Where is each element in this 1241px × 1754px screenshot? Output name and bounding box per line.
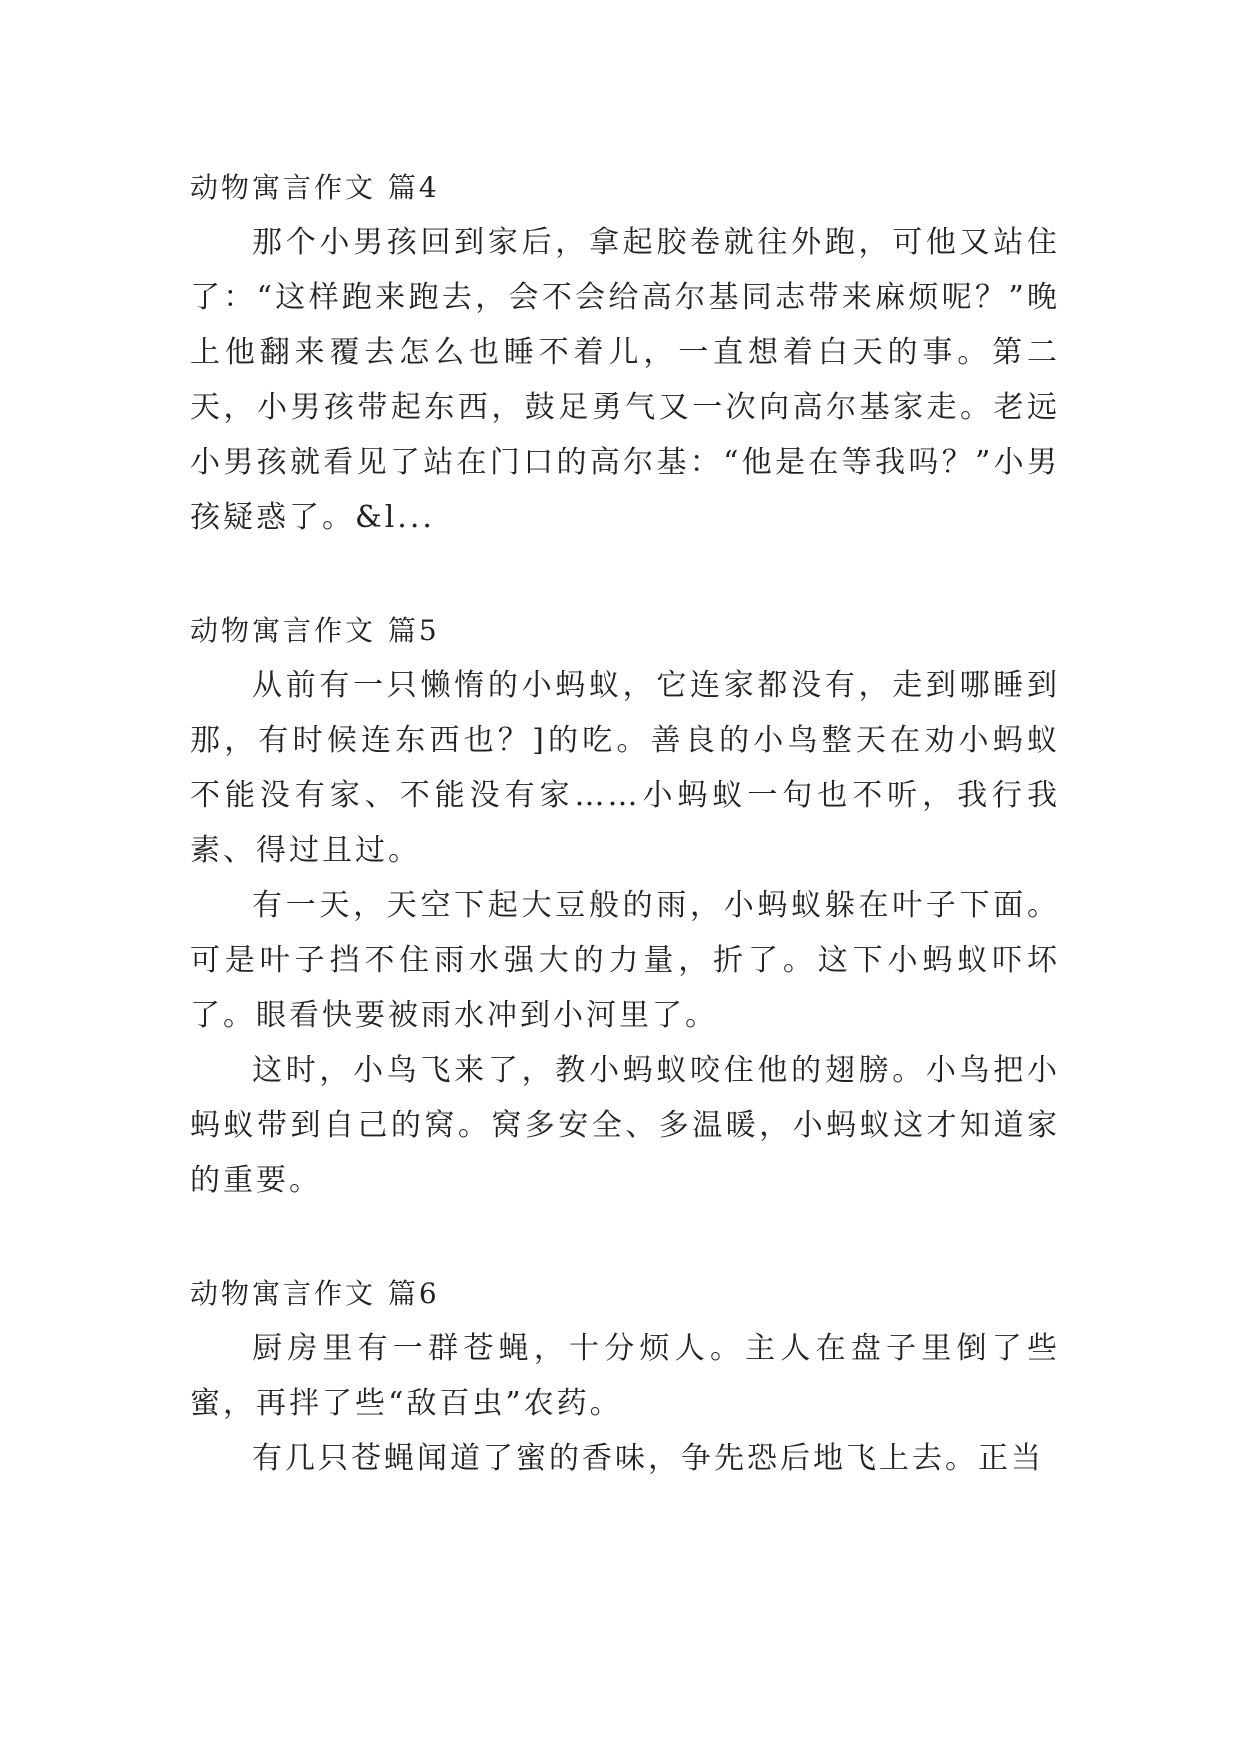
essay-section-5	[190, 603, 1060, 1208]
essay-section-4	[190, 160, 1060, 545]
paragraph: 这时，小鸟飞来了，教小蚂蚁咬住他的翅膀。小鸟把小蚂蚁带到自己的窝。窝多安全、多温暖，小蚂蚁这才知道家的重要。	[190, 1053, 1060, 1198]
document-body	[190, 160, 1060, 1486]
essay-section-6	[190, 1266, 1060, 1486]
paragraph: 有几只苍蝇闻道了蜜的香味，争先恐后地飞上去。正当	[252, 1441, 1044, 1476]
paragraph: 有一天，天空下起大豆般的雨，小蚂蚁躲在叶子下面。可是叶子挡不住雨水强大的力量，折了。这下小蚂蚁吓坏了。眼看快要被雨水冲到小河里了。	[190, 888, 1060, 1033]
paragraph: 厨房里有一群苍蝇，十分烦人。主人在盘子里倒了些蜜，再拌了些“敌百虫”农药。	[190, 1331, 1060, 1421]
paragraph: 从前有一只懒惰的小蚂蚁，它连家都没有，走到哪睡到那，有时候连东西也？]的吃。善良的小鸟整天在劝小蚂蚁不能没有家、不能没有家……小蚂蚁一句也不听，我行我素、得过且过。	[190, 668, 1060, 868]
section-heading: 动物寓言作文 篇4	[190, 171, 440, 204]
section-heading: 动物寓言作文 篇6	[190, 1277, 440, 1310]
paragraph: 那个小男孩回到家后，拿起胶卷就往外跑，可他又站住了：“这样跑来跑去，会不会给高尔基同志带来麻烦呢？”晚上他翻来覆去怎么也睡不着儿，一直想着白天的事。第二天，小男孩带起东西，鼓足勇气又一次向高尔基家走。老远小男孩就看见了站在门口的高尔基：“他是在等我吗？”小男孩疑惑了。&l...	[190, 225, 1060, 535]
section-heading: 动物寓言作文 篇5	[190, 614, 440, 647]
